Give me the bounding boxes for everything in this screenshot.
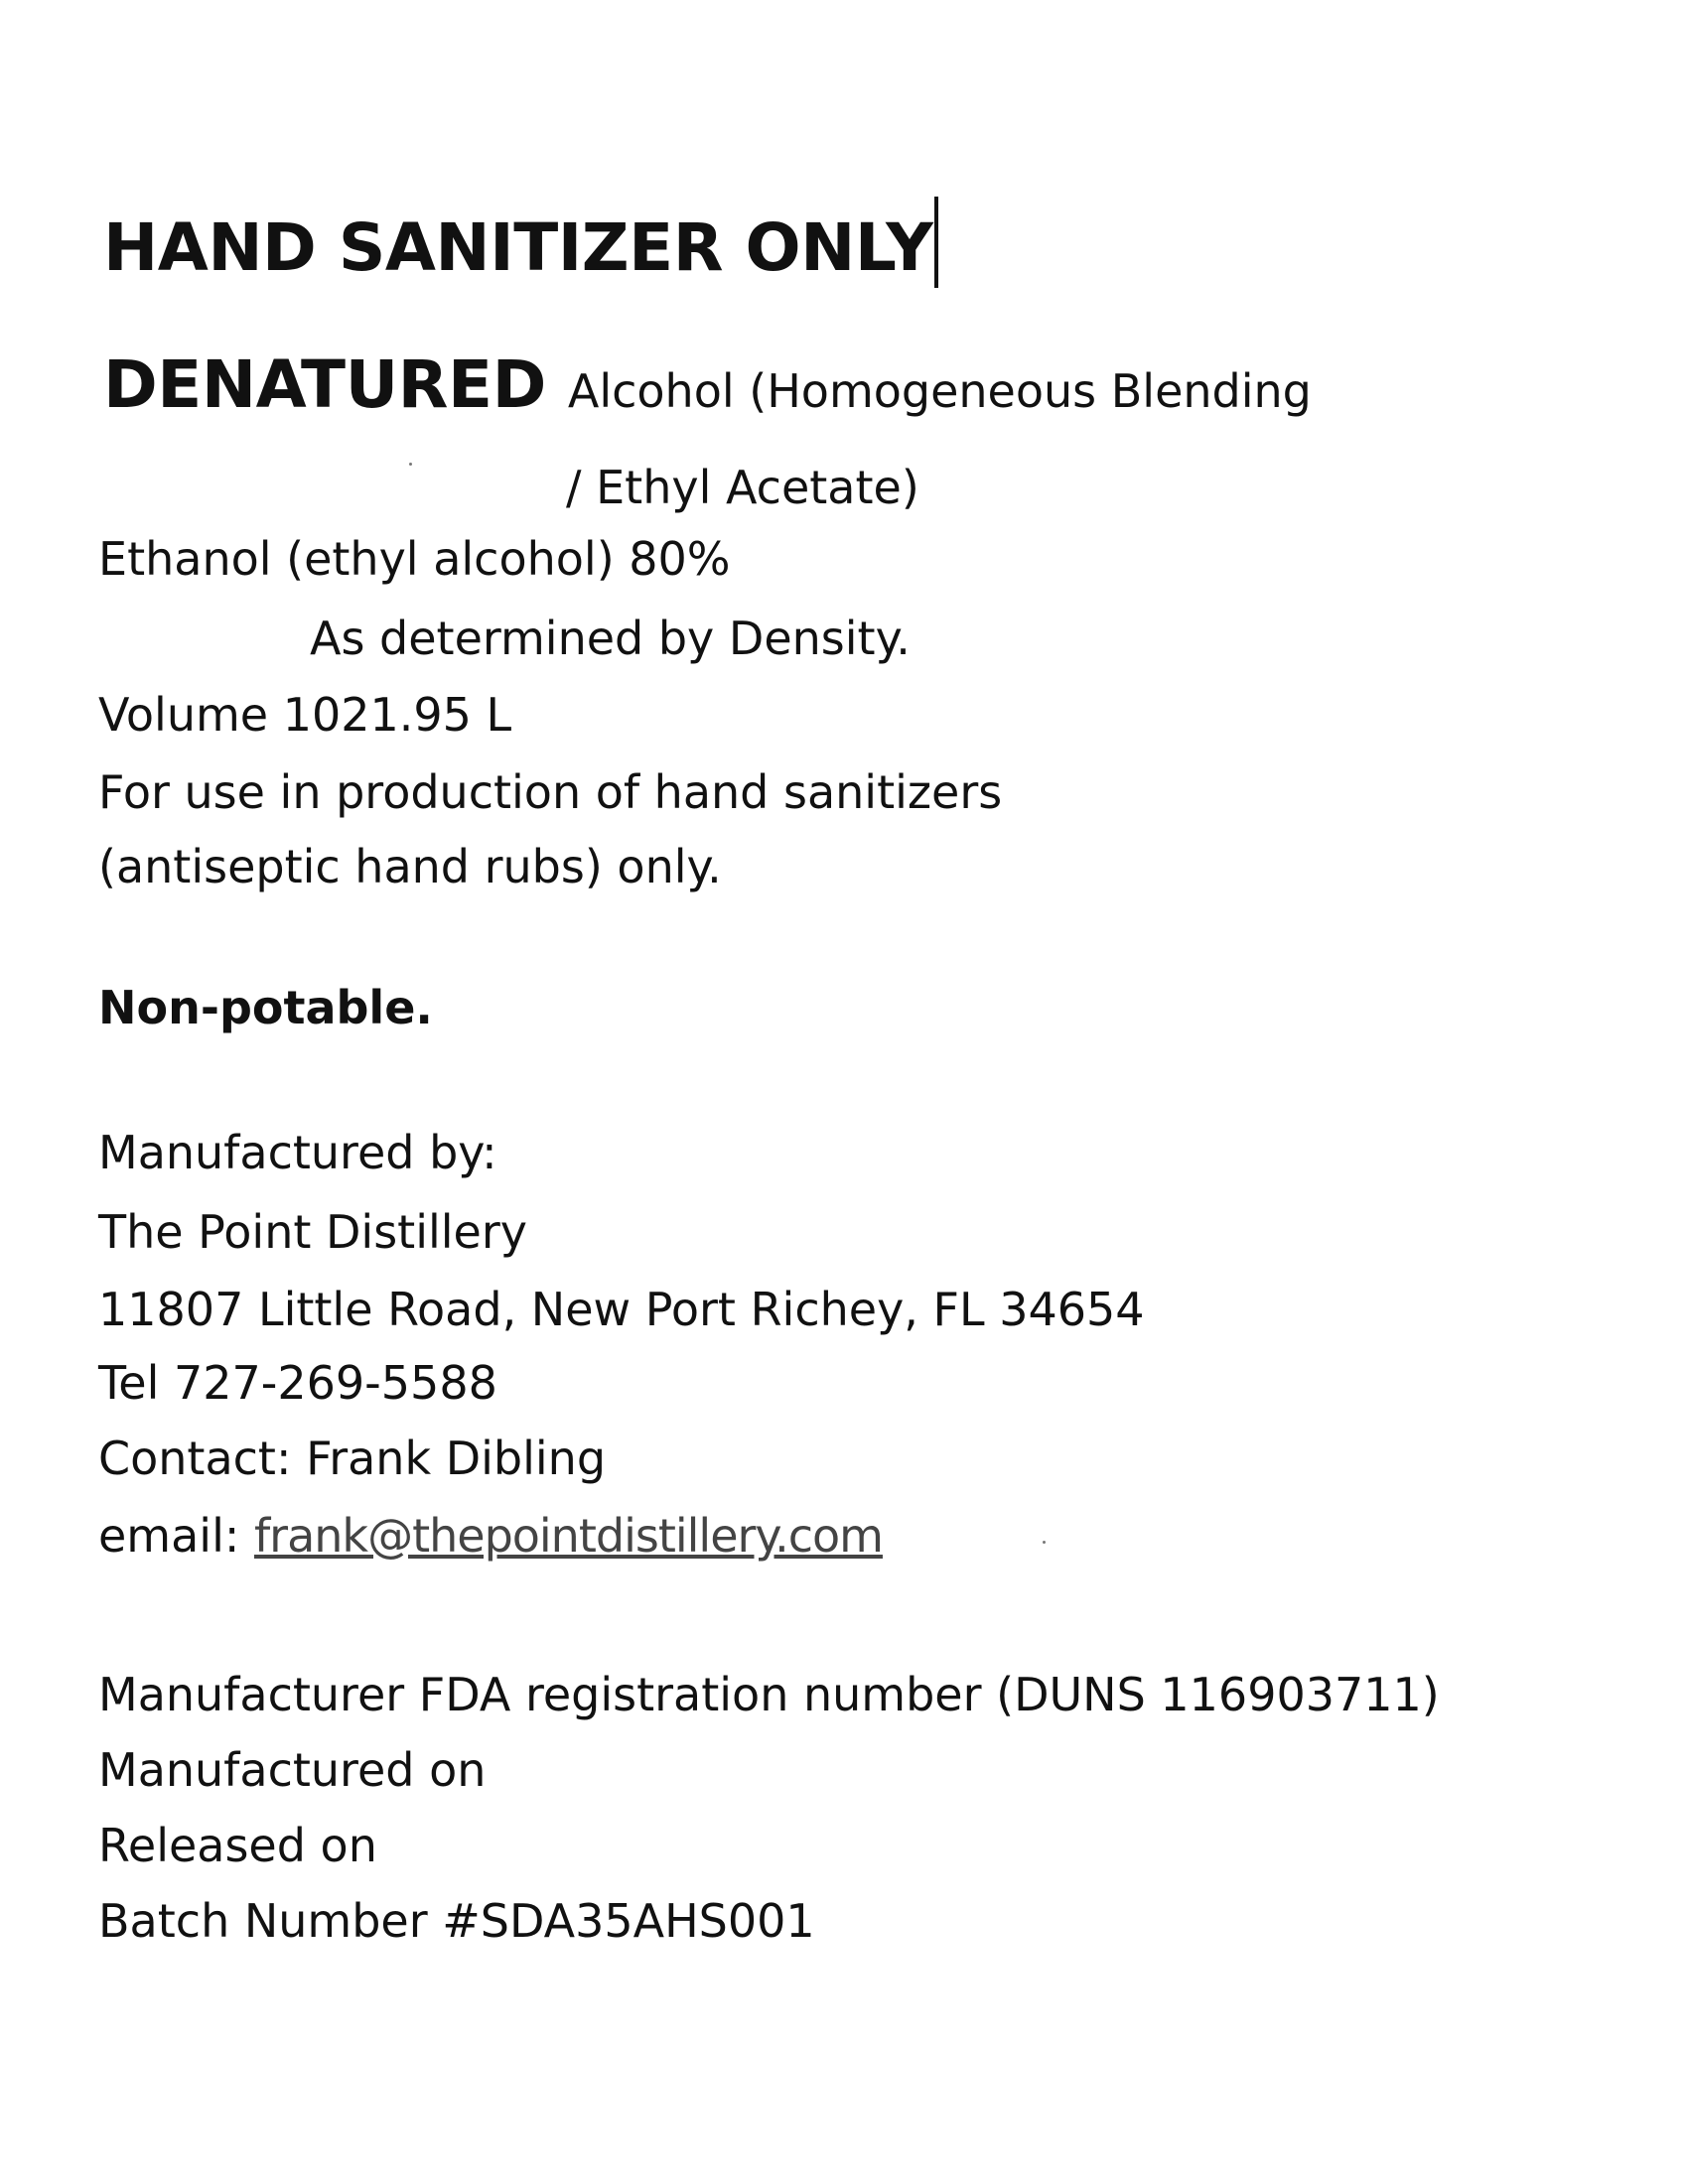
denatured-description-continued: / Ethyl Acetate)	[566, 461, 919, 514]
title-text: HAND SANITIZER ONLY	[103, 209, 933, 286]
label-title	[103, 197, 938, 288]
denatured-description: Alcohol (Homogeneous Blending	[567, 364, 1312, 418]
text-cursor	[934, 197, 938, 288]
use-line-1: For use in production of hand sanitizers	[98, 765, 1003, 819]
email-label: email:	[98, 1509, 240, 1563]
scan-speck	[1043, 1541, 1046, 1544]
use-line-2: (antiseptic hand rubs) only.	[98, 840, 722, 893]
non-potable-warning: Non-potable.	[98, 981, 433, 1034]
company-name: The Point Distillery	[98, 1205, 527, 1259]
ethanol-content: Ethanol (ethyl alcohol) 80%	[98, 532, 731, 586]
released-on: Released on	[98, 1819, 377, 1872]
scan-speck	[409, 463, 412, 466]
telephone: Tel 727-269-5588	[98, 1356, 497, 1410]
company-address: 11807 Little Road, New Port Richey, FL 34654	[98, 1283, 1145, 1336]
manufactured-by-label: Manufactured by:	[98, 1126, 497, 1179]
denatured-heading-line	[103, 346, 1312, 423]
fda-registration: Manufacturer FDA registration number (DUNS 116903711)	[98, 1668, 1440, 1721]
batch-number: Batch Number #SDA35AHS001	[98, 1894, 815, 1948]
email-line	[98, 1509, 883, 1563]
contact-person: Contact: Frank Dibling	[98, 1432, 607, 1485]
density-note: As determined by Density.	[310, 612, 911, 665]
volume: Volume 1021.95 L	[98, 688, 512, 742]
email-link[interactable]: frank@thepointdistillery.com	[253, 1509, 883, 1563]
denatured-heading: DENATURED	[103, 346, 546, 423]
manufactured-on: Manufactured on	[98, 1743, 487, 1797]
